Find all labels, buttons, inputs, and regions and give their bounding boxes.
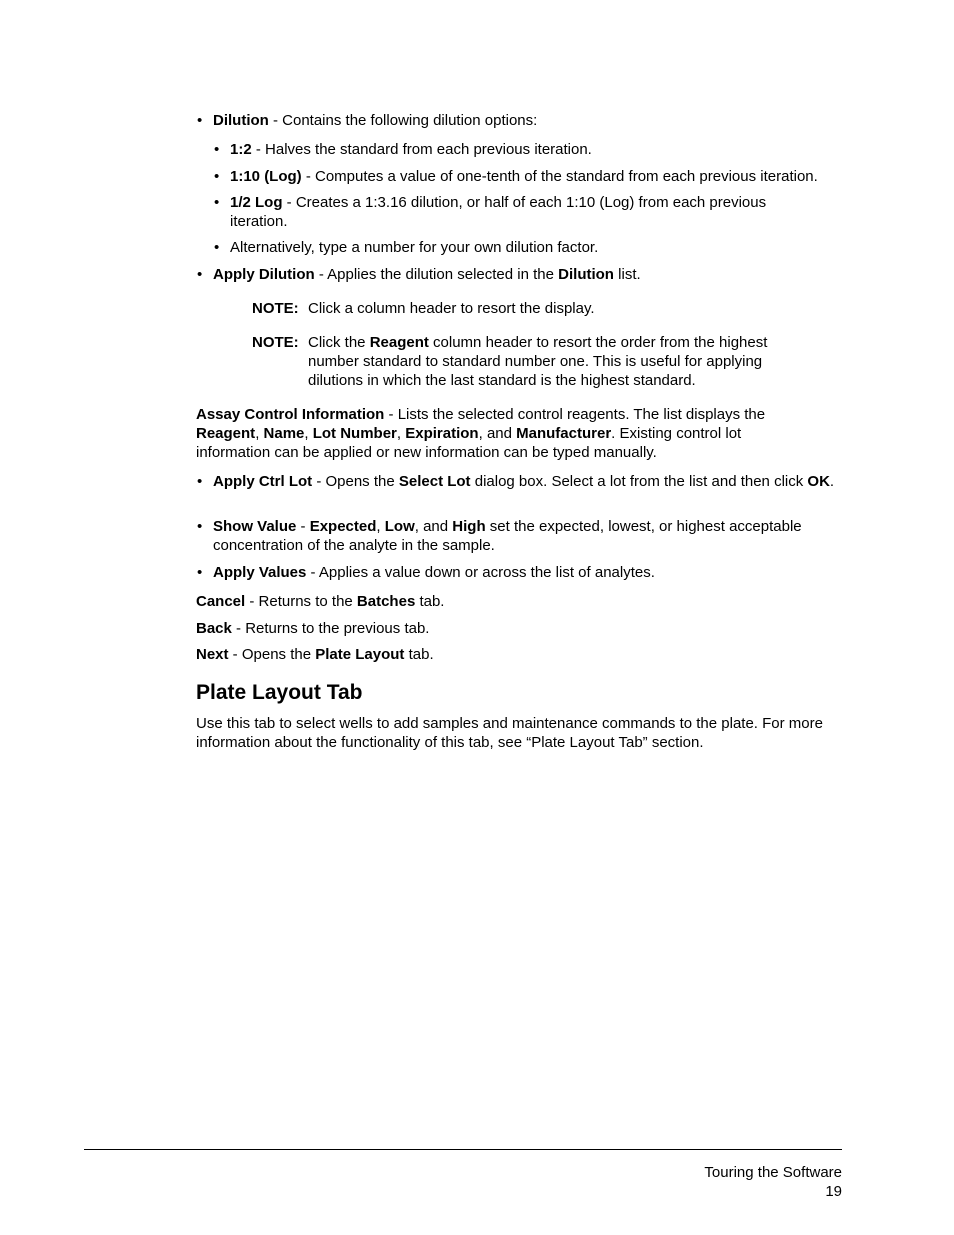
separator: - [296, 518, 310, 535]
dilution-option-1-10-log [230, 167, 850, 186]
apply-ctrl-lot-desc: - Opens the [312, 473, 399, 490]
bullet: • [214, 141, 220, 158]
bullet: • [197, 266, 203, 283]
apply-values-term: Apply Values [213, 564, 307, 581]
next-desc-end: tab. [404, 646, 434, 663]
assay-control-info [196, 405, 796, 462]
bullet: • [214, 168, 220, 185]
apply-values-item [213, 563, 843, 582]
term-manufacturer: Manufacturer [516, 425, 612, 442]
bullet: • [197, 112, 203, 129]
apply-values-desc: - Applies a value down or across the list of analytes. [306, 564, 655, 581]
cancel-item [196, 592, 842, 611]
apply-dilution-term: Apply Dilution [213, 266, 315, 283]
separator: , and [414, 518, 453, 535]
term-expected: Expected [309, 518, 377, 535]
next-item [196, 645, 842, 664]
bullet: • [197, 564, 203, 581]
back-desc: - Returns to the previous tab. [231, 620, 430, 637]
note-label: NOTE: [252, 334, 299, 351]
plate-layout-term: Plate Layout [315, 646, 405, 663]
option-term: 1/2 Log [230, 194, 283, 211]
term-low: Low [384, 518, 415, 535]
option-desc: - Computes a value of one-tenth of the standard from each previous iteration. [301, 168, 818, 185]
term-reagent: Reagent [196, 425, 256, 442]
dilution-option-half-log [230, 193, 800, 231]
footer-chapter: Touring the Software [704, 1164, 842, 1181]
select-lot-term: Select Lot [398, 473, 471, 490]
bullet: • [214, 194, 220, 211]
note-label: NOTE: [252, 300, 299, 317]
apply-ctrl-lot-item [213, 472, 843, 491]
assay-desc-end: . Existing control lot information can be applied or new information can be typed manually. [196, 425, 742, 461]
section-heading: Plate Layout Tab [196, 681, 363, 704]
apply-dilution-desc: - Applies the dilution selected in the [314, 266, 559, 283]
apply-dilution-item [213, 265, 843, 284]
cancel-desc: - Returns to the [245, 593, 357, 610]
note-text [308, 333, 778, 390]
separator: , and [478, 425, 517, 442]
note-pre: Click the [308, 334, 370, 351]
term-expiration: Expiration [405, 425, 479, 442]
cancel-desc-end: tab. [415, 593, 445, 610]
dilution-option-1-2 [230, 140, 850, 159]
page-number: 19 [825, 1183, 842, 1200]
separator: , [396, 425, 406, 442]
note-post: column header to resort the order from the highest number standard to standard number one. This is useful for applying dilutions in which the last standard is the highest standard. [308, 334, 768, 389]
option-desc: Alternatively, type a number for your own dilution factor. [230, 239, 599, 256]
assay-term: Assay Control Information [196, 406, 385, 423]
apply-dilution-desc-end: list. [613, 266, 641, 283]
section-body: Use this tab to select wells to add samples and maintenance commands to the plate. For more information about the functionality of this tab, see “Plate Layout Tab” section. [196, 715, 823, 751]
separator: , [255, 425, 264, 442]
show-value-term: Show Value [213, 518, 297, 535]
next-desc: - Opens the [228, 646, 316, 663]
assay-desc: - Lists the selected control reagents. The list displays the [384, 406, 766, 423]
batches-term: Batches [356, 593, 416, 610]
bullet: • [214, 239, 220, 256]
separator: , [376, 518, 385, 535]
bullet: • [197, 473, 203, 490]
dilution-item [213, 111, 843, 130]
apply-ctrl-lot-desc-mid: dialog box. Select a lot from the list and then click [470, 473, 808, 490]
note-text: Click a column header to resort the display. [308, 300, 595, 317]
option-desc: - Halves the standard from each previous iteration. [251, 141, 592, 158]
show-value-desc: set the expected, lowest, or highest acceptable concentration of the analyte in the sample. [213, 518, 802, 554]
footer-rule [84, 1149, 842, 1150]
show-value-item [213, 517, 843, 555]
option-term: 1:2 [230, 141, 252, 158]
option-term: 1:10 (Log) [230, 168, 302, 185]
back-term: Back [196, 620, 232, 637]
cancel-term: Cancel [196, 593, 246, 610]
period: . [829, 473, 835, 490]
bullet: • [197, 518, 203, 535]
term-name: Name [263, 425, 305, 442]
term-high: High [452, 518, 486, 535]
dilution-term: Dilution [213, 112, 269, 129]
option-desc: - Creates a 1:3.16 dilution, or half of each 1:10 (Log) from each previous iteration. [230, 194, 767, 230]
dilution-desc: - Contains the following dilution options: [268, 112, 538, 129]
back-item [196, 619, 842, 638]
dilution-option-custom [230, 238, 850, 257]
separator: , [304, 425, 313, 442]
apply-ctrl-lot-term: Apply Ctrl Lot [213, 473, 313, 490]
next-term: Next [196, 646, 229, 663]
dilution-ref: Dilution [558, 266, 614, 283]
term-lot-number: Lot Number [312, 425, 397, 442]
ok-term: OK [807, 473, 830, 490]
reagent-term: Reagent [369, 334, 429, 351]
